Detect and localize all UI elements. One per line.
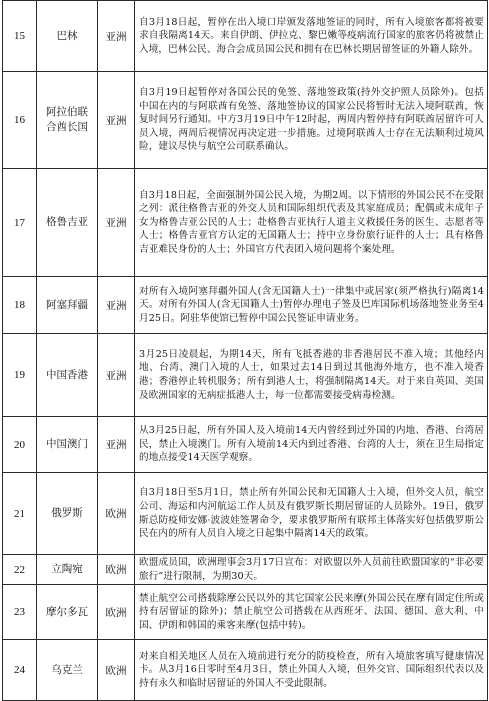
measures-cell: 从3月25日起，所有外国人及入境前14天内曾经到过外国的内地、香港、台湾居民，禁止入境澳门。所有入境前14天内到过香港、台湾的人士，须在卫生局指定的地点接受14天医学观察。 [135,417,488,473]
country-cell: 摩尔多瓦 [37,585,98,640]
measures-cell: 对来自相关地区人员在入境前进行充分的防疫检查，所有入境旅客填写健康情况卡。从3月16日零时至4月3日，禁止外国人入境，但外交官、国际组织代表以及持有永久和临时居留证的外国人不受此限制。 [135,640,488,701]
country-cell: 立陶宛 [37,555,98,585]
row-number: 16 [3,72,37,169]
table-row [3,334,488,417]
table-row [3,473,488,555]
row-number: 17 [3,169,37,277]
table-row [3,555,488,585]
region-cell: 亚洲 [98,72,135,169]
country-cell: 中国澳门 [37,417,98,473]
measures-cell: 对所有入境阿塞拜疆外国人(含无国籍人士)一律集中或居家(须严格执行)隔离14天。对所有外国人(含无国籍人士)暂停办理电子签及巴库国际机场落地签业务至4月25日。阿驻华使馆已暂停中国公民签证申请业务。 [135,277,488,334]
table-row [3,277,488,334]
country-cell: 阿拉伯联合酋长国 [37,72,98,169]
table-row [3,1,488,72]
table-row [3,417,488,473]
measures-cell: 自3月18日起，全面强制外国公民入境，为期2周。以下情形的外国公民不在受限之列：派往格鲁吉亚的外交人员和国际组织代表及其家庭成员；配偶或未成年子女为格鲁吉亚公民的人士；赴格鲁吉亚执行人道主义救援任务的医生、志愿者等人士；格鲁吉亚官方认定的无国籍人士；持中立身份旅行证件的人士；具有格鲁吉亚难民身份的人士；外国官方代表团入境问题将个案处理。 [135,169,488,277]
country-cell: 中国香港 [37,334,98,417]
region-cell: 欧洲 [98,640,135,701]
region-cell: 亚洲 [98,334,135,417]
region-cell: 欧洲 [98,473,135,555]
country-cell: 乌克兰 [37,640,98,701]
region-cell: 亚洲 [98,277,135,334]
region-cell: 亚洲 [98,169,135,277]
row-number: 22 [3,555,37,585]
measures-cell: 自3月18日起，暂停在出入境口岸颁发落地签证的同时，所有入境旅客都将被要求自我隔离14天。来自伊朗、伊拉克、黎巴嫩等疫病流行国家的旅客仍将被禁止入境，巴林公民、海合会成员国公民和拥有在巴林长期居留签证的外籍人除外。 [135,1,488,72]
table-row [3,640,488,701]
table-row [3,169,488,277]
travel-restrictions-table [2,0,488,701]
region-cell: 欧洲 [98,585,135,640]
country-cell: 格鲁吉亚 [37,169,98,277]
row-number: 15 [3,1,37,72]
row-number: 24 [3,640,37,701]
country-cell: 巴林 [37,1,98,72]
measures-cell: 自3月19日起暂停对各国公民的免签、落地签政策(持外交护照人员除外)。包括中国在内的与阿联酋有免签、落地签协议的国家公民将暂时无法入境阿联酋，恢复时间另行通知。中方3月19日中午12时起，两周内暂停持有阿联酋居留许可人员入境，两周后视情况再决定进一步措施。过境阿联酋人士存在无法顺利过境风险，建议尽快与航空公司联系确认。 [135,72,488,169]
measures-cell: 3月25日凌晨起，为期14天，所有飞抵香港的非香港居民不准入境；其他经内地、台湾、澳门入境的人士，如果过去14日到过其他海外地方，也不准入境香港；香港停止转机服务；所有到港人士，将强制隔离14天。对于来自英国、美国及欧洲国家的无病症抵港人士，每一位都需要接受病毒检测。 [135,334,488,417]
table-row [3,585,488,640]
region-cell: 亚洲 [98,1,135,72]
measures-cell: 欧盟成员国，欧洲理事会3月17日宣布：对欧盟以外人员前往欧盟国家的“非必要旅行”进行限制，为期30天。 [135,555,488,585]
measures-cell: 自3月18日至5月1日，禁止所有外国公民和无国籍人士入境，但外交人员，航空公司、海运和内河航运工作人员及有俄罗斯长期居留证的人员除外。19日，俄罗斯总防疫师安娜·波波娃签署命令，要求俄罗斯所有联邦主体落实好包括俄罗斯公民在内的所有人员自入境之日起集中隔离14天的政策。 [135,473,488,555]
row-number: 21 [3,473,37,555]
measures-cell: 禁止航空公司搭载除摩公民以外的其它国家公民来摩(外国公民在摩有固定住所或持有居留证的除外)；禁止航空公司搭载在从西班牙、法国、德国、意大利、中国、伊朗和韩国的乘客来摩(包括中转)。 [135,585,488,640]
country-cell: 俄罗斯 [37,473,98,555]
region-cell: 欧洲 [98,555,135,585]
row-number: 20 [3,417,37,473]
country-cell: 阿塞拜疆 [37,277,98,334]
region-cell: 亚洲 [98,417,135,473]
row-number: 23 [3,585,37,640]
table-row [3,72,488,169]
row-number: 19 [3,334,37,417]
row-number: 18 [3,277,37,334]
